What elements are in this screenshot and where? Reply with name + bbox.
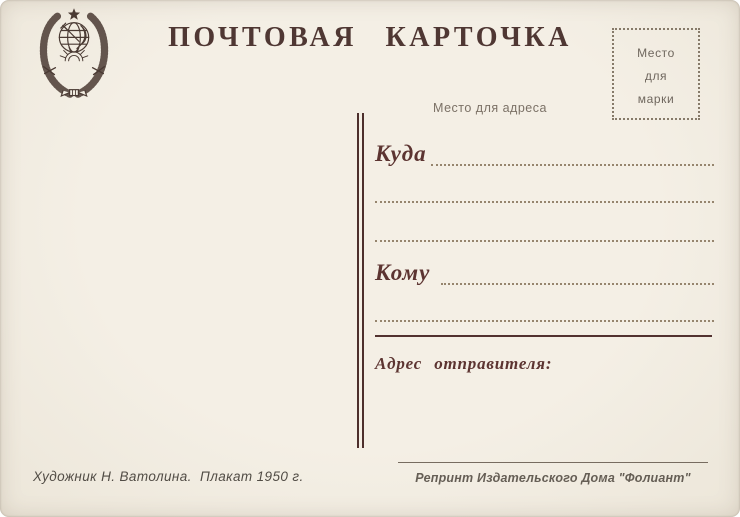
sender-section-rule — [375, 335, 712, 337]
stamp-box-line-2: для — [644, 69, 668, 83]
stamp-box-line-3: марки — [637, 92, 675, 106]
address-dotted-line — [431, 164, 714, 166]
to-where-label: Куда — [375, 141, 427, 166]
address-dotted-line — [375, 201, 714, 203]
publisher-caption: Репринт Издательского Дома "Фолиант" — [415, 471, 691, 485]
sender-address-label: Адрес отправителя: — [375, 354, 553, 373]
address-dotted-line — [441, 283, 714, 285]
stamp-placeholder-box — [612, 28, 700, 120]
stamp-box-line-1: Место — [637, 46, 675, 60]
address-dotted-line — [375, 320, 714, 322]
publisher-rule — [398, 462, 708, 463]
address-dotted-line — [375, 240, 714, 242]
address-area-header: Место для адреса — [433, 101, 547, 115]
postcard-title: ПОЧТОВАЯ КАРТОЧКА — [168, 22, 572, 53]
artist-caption: Художник Н. Ватолина. Плакат 1950 г. — [33, 469, 304, 484]
vertical-divider-rule — [357, 113, 364, 448]
to-whom-label: Кому — [375, 260, 431, 285]
